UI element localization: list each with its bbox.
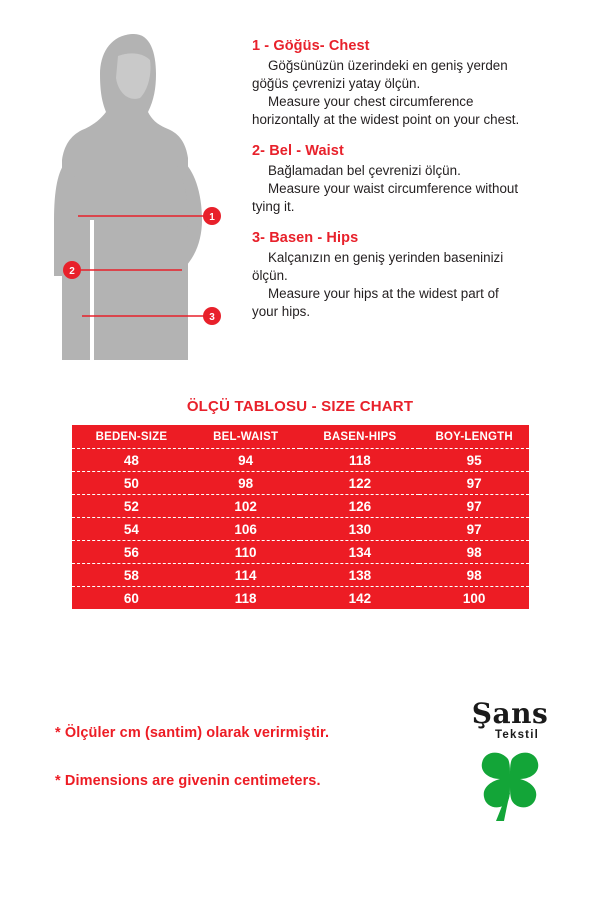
cell-size: 50	[72, 472, 191, 495]
cell-waist: 106	[191, 518, 301, 541]
instruction-hips	[252, 230, 582, 321]
column-header-hips: BASEN-HIPS	[300, 425, 419, 449]
table-row	[72, 587, 529, 610]
note-english: * Dimensions are givenin centimeters.	[55, 773, 321, 789]
instruction-hips-line-1: Kalçanızın en geniş yerinden baseninizi	[268, 249, 504, 265]
instruction-waist	[252, 143, 582, 216]
instructions-list	[252, 38, 582, 334]
cell-size: 60	[72, 587, 191, 610]
body-figure	[30, 30, 240, 375]
cell-hips: 118	[300, 449, 419, 472]
cell-length: 97	[419, 518, 529, 541]
cell-length: 95	[419, 449, 529, 472]
instruction-waist-line-2: Measure your waist circumference without	[268, 180, 519, 196]
size-chart-table-wrap	[72, 425, 529, 609]
svg-text:3: 3	[209, 312, 215, 323]
instruction-chest-line-3: Measure your chest circumference	[268, 93, 474, 109]
table-row	[72, 472, 529, 495]
column-header-size: BEDEN-SIZE	[72, 425, 191, 449]
size-chart-table	[72, 425, 529, 609]
cell-length: 100	[419, 587, 529, 610]
note-turkish: * Ölçüler cm (santim) olarak verirmiştir.	[55, 725, 330, 741]
svg-text:1: 1	[209, 212, 215, 223]
brand-name: Şans	[471, 697, 549, 730]
instruction-hips-title: 3- Basen - Hips	[252, 229, 359, 246]
cell-waist: 98	[191, 472, 301, 495]
top-section	[0, 0, 600, 390]
column-header-length: BOY-LENGTH	[419, 425, 529, 449]
brand-subtitle: Tekstil	[495, 729, 539, 741]
clover-icon	[470, 751, 550, 823]
svg-text:2: 2	[69, 266, 75, 277]
table-row	[72, 564, 529, 587]
instruction-waist-line-1: Bağlamadan bel çevrenizi ölçün.	[268, 162, 461, 178]
cell-waist: 94	[191, 449, 301, 472]
cell-hips: 138	[300, 564, 419, 587]
footer-notes	[55, 725, 455, 821]
instruction-chest-line-4: horizontally at the widest point on your chest.	[252, 111, 520, 127]
instruction-chest-title: 1 - Göğüs- Chest	[252, 38, 370, 54]
column-header-waist: BEL-WAIST	[191, 425, 301, 449]
instruction-chest-line-2: göğüs çevrenizi yatay ölçün.	[252, 75, 421, 91]
cell-length: 98	[419, 541, 529, 564]
table-row	[72, 495, 529, 518]
cell-waist: 110	[191, 541, 301, 564]
instruction-waist-line-3: tying it.	[252, 198, 295, 214]
instruction-chest	[252, 38, 582, 129]
size-chart-title: ÖLÇÜ TABLOSU - SIZE CHART	[186, 398, 414, 415]
cell-hips: 134	[300, 541, 419, 564]
instruction-chest-line-1: Göğsünüzün üzerindeki en geniş yerden	[268, 58, 508, 73]
cell-hips: 126	[300, 495, 419, 518]
cell-hips: 130	[300, 518, 419, 541]
cell-size: 52	[72, 495, 191, 518]
table-row	[72, 541, 529, 564]
cell-size: 56	[72, 541, 191, 564]
cell-size: 48	[72, 449, 191, 472]
instruction-hips-line-2: ölçün.	[252, 267, 288, 283]
cell-size: 58	[72, 564, 191, 587]
cell-length: 97	[419, 495, 529, 518]
table-row	[72, 449, 529, 472]
instruction-hips-line-3: Measure your hips at the widest part of	[268, 285, 499, 301]
cell-length: 97	[419, 472, 529, 495]
brand-logo	[455, 697, 565, 830]
cell-waist: 114	[191, 564, 301, 587]
instruction-hips-line-4: your hips.	[252, 303, 311, 319]
cell-length: 98	[419, 564, 529, 587]
cell-hips: 142	[300, 587, 419, 610]
table-header-row	[72, 425, 529, 449]
cell-waist: 102	[191, 495, 301, 518]
cell-hips: 122	[300, 472, 419, 495]
instruction-waist-title: 2- Bel - Waist	[252, 142, 344, 159]
female-silhouette-icon	[30, 30, 240, 375]
table-row	[72, 518, 529, 541]
cell-size: 54	[72, 518, 191, 541]
cell-waist: 118	[191, 587, 301, 610]
